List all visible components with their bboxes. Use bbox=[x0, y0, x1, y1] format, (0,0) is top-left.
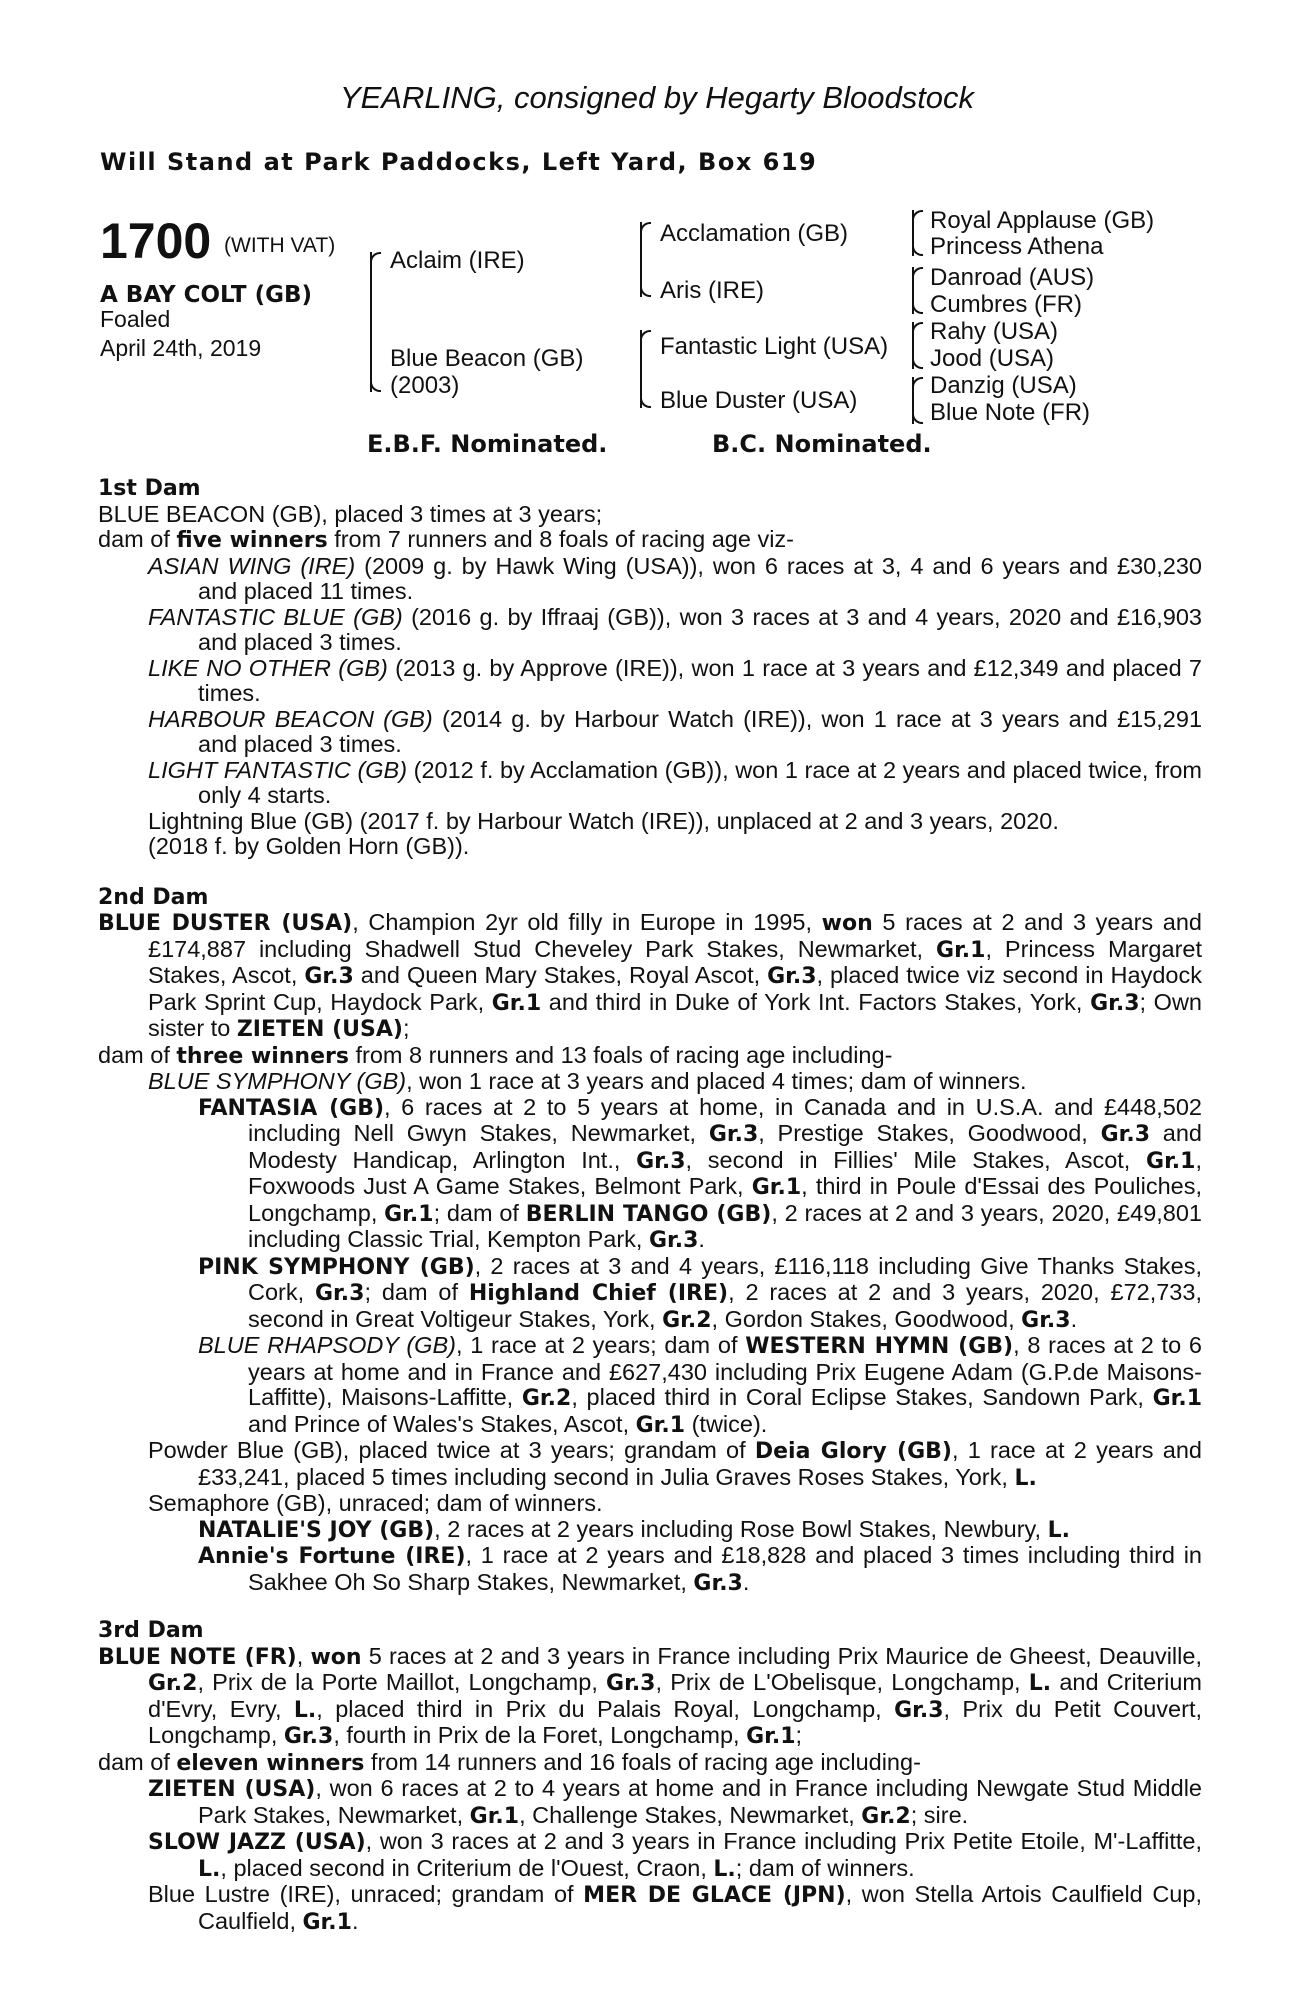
second-dam-grandprogeny: FANTASIA (GB), 6 races at 2 to 5 years at home, in Canada and in U.S.A. and £448,502 including Nell Gwyn Stakes, Newmarket, Gr.3, Prestige Stakes, Goodwood, Gr.3 and Modesty Handicap, Arlington Int., Gr.3, second in Fillies' Mile Stakes, Ascot, Gr.1, Foxwoods Just A Game Stakes, Belmont Park, Gr.1, third in Poule d'Essai des Pouliches, Longchamp, Gr.1; dam of BERLIN TANGO (GB), 2 races at 2 and 3 years, 2020, £49,801 including Classic Trial, Kempton Park, Gr.3. bbox=[198, 1093, 1202, 1253]
stand-location: Will Stand at Park Paddocks, Left Yard, Box 619 bbox=[100, 148, 818, 176]
pedigree-sire: Aclaim (IRE) bbox=[390, 247, 525, 274]
third-dam-record: BLUE NOTE (FR), won 5 races at 2 and 3 years in France including Prix Maurice de Gheest, Deauville, Gr.2, Prix de la Porte Maillot, Longchamp, Gr.3, Prix de L'Obelisque, Longchamp, L. and Criterium d'Evry, Evry, L., placed third in Prix du Palais Royal, Longchamp, Gr.3, Prix du Petit Couvert, Longchamp, Gr.3, fourth in Prix de la Foret, Longchamp, Gr.1; bbox=[98, 1642, 1203, 1749]
second-dam-record: BLUE DUSTER (USA), Champion 2yr old filly in Europe in 1995, won 5 races at 2 and 3 years and £174,887 including Shadwell Stud Cheveley Park Stakes, Newmarket, Gr.1, Princess Margaret Stakes, Ascot, Gr.3 and Queen Mary Stakes, Royal Ascot, Gr.3, placed twice viz second in Haydock Park Sprint Cup, Haydock Park, Gr.1 and third in Duke of York Int. Factors Stakes, York, Gr.3; Own sister to ZIETEN (USA); bbox=[98, 909, 1203, 1042]
foaled-label: Foaled bbox=[100, 306, 171, 332]
first-dam-progeny: (2018 f. by Golden Horn (GB)). bbox=[148, 833, 470, 859]
first-dam-progeny: ASIAN WING (IRE) (2009 g. by Hawk Wing (USA)), won 6 races at 3, 4 and 6 years and £30,230 and placed 11 times. bbox=[148, 552, 1202, 604]
pedigree-g2: Princess Athena bbox=[930, 233, 1104, 260]
second-dam-grandprogeny: NATALIE'S JOY (GB), 2 races at 2 years including Rose Bowl Stakes, Newbury, L. bbox=[198, 1515, 1071, 1543]
first-dam-intro: BLUE BEACON (GB), placed 3 times at 3 years; bbox=[98, 500, 603, 527]
page-title: YEARLING, consigned by Hegarty Bloodstock bbox=[339, 80, 975, 115]
pedigree-g7: Danzig (USA) bbox=[930, 372, 1077, 399]
catalogue-body bbox=[98, 476, 1202, 1935]
second-dam-grandprogeny: Annie's Fortune (IRE), 1 race at 2 years and £18,828 and placed 3 times including third in Sakhee Oh So Sharp Stakes, Newmarket, Gr.3. bbox=[198, 1542, 1203, 1596]
pedigree-brace-4 bbox=[912, 210, 914, 256]
pedigree-g6: Jood (USA) bbox=[930, 345, 1055, 372]
pedigree-g4: Cumbres (FR) bbox=[930, 291, 1083, 318]
second-dam-dam-of: dam of three winners from 8 runners and 13 foals of racing age including- bbox=[98, 1041, 893, 1069]
foaled-date: April 24th, 2019 bbox=[100, 335, 262, 361]
third-dam-progeny: SLOW JAZZ (USA), won 3 races at 2 and 3 years in France including Prix Petite Etoile, M'-Laffitte, L., placed second in Criterium de l'Ouest, Craon, L.; dam of winners. bbox=[148, 1828, 1202, 1882]
vat-note: (WITH VAT) bbox=[224, 234, 336, 257]
pedigree-brace-6 bbox=[912, 322, 914, 369]
pedigree-sire-dam: Aris (IRE) bbox=[660, 277, 764, 304]
pedigree-dam-dam: Blue Duster (USA) bbox=[660, 387, 858, 414]
pedigree-g3: Danroad (AUS) bbox=[930, 264, 1095, 291]
second-dam-grandprogeny: PINK SYMPHONY (GB), 2 races at 3 and 4 years, £116,118 including Give Thanks Stakes, Cork, Gr.3; dam of Highland Chief (IRE), 2 races at 2 and 3 years, 2020, £72,733, second in Great Voltigeur Stakes, York, Gr.2, Gordon Stakes, Goodwood, Gr.3. bbox=[198, 1252, 1202, 1333]
pedigree-sire-sire: Acclamation (GB) bbox=[660, 220, 849, 247]
second-dam-progeny: Semaphore (GB), unraced; dam of winners. bbox=[148, 1490, 603, 1516]
first-dam-dam-of: dam of five winners from 7 runners and 8 foals of racing age viz- bbox=[98, 526, 794, 553]
first-dam-progeny: LIGHT FANTASTIC (GB) (2012 f. by Acclamation (GB)), won 1 race at 2 years and placed twice, from only 4 starts. bbox=[148, 756, 1202, 808]
first-dam-progeny: FANTASTIC BLUE (GB) (2016 g. by Iffraaj (GB)), won 3 races at 3 and 4 years, 2020 and £16,903 and placed 3 times. bbox=[148, 603, 1202, 655]
third-dam-progeny: ZIETEN (USA), won 6 races at 2 to 4 years at home and in France including Newgate Stud Middle Park Stakes, Newmarket, Gr.1, Challenge Stakes, Newmarket, Gr.2; sire. bbox=[148, 1775, 1202, 1829]
lot-number: 1700 bbox=[100, 213, 212, 269]
pedigree-brace-7 bbox=[912, 377, 914, 424]
third-dam-progeny: Blue Lustre (IRE), unraced; grandam of MER DE GLACE (JPN), won Stella Artois Caulfield Cup, Caulfield, Gr.1. bbox=[148, 1881, 1202, 1935]
pedigree-dam: Blue Beacon (GB) bbox=[390, 345, 584, 372]
pedigree-dam-year: (2003) bbox=[390, 372, 460, 399]
pedigree-brace-2 bbox=[640, 222, 642, 297]
second-dam-heading: 2nd Dam bbox=[98, 884, 209, 910]
third-dam-heading: 3rd Dam bbox=[98, 1618, 204, 1643]
bc-nominated: B.C. Nominated. bbox=[712, 430, 932, 458]
second-dam-grandprogeny: BLUE RHAPSODY (GB), 1 race at 2 years; dam of WESTERN HYMN (GB), 8 races at 2 to 6 years at home and in France and £627,430 including Prix Eugene Adam (G.P.de Maisons-Laffitte), Maisons-Laffitte, Gr.2, placed third in Coral Eclipse Stakes, Sandown Park, Gr.1 and Prince of Wales's Stakes, Ascot, Gr.1 (twice). bbox=[198, 1332, 1203, 1438]
pedigree-g1: Royal Applause (GB) bbox=[930, 207, 1155, 234]
second-dam-progeny: Powder Blue (GB), placed twice at 3 years; grandam of Deia Glory (GB), 1 race at 2 years and £33,241, placed 5 times including second in Julia Graves Roses Stakes, York, L. bbox=[148, 1437, 1202, 1491]
pedigree-brace-1 bbox=[370, 252, 372, 392]
first-dam-progeny: Lightning Blue (GB) (2017 f. by Harbour Watch (IRE)), unplaced at 2 and 3 years, 2020. bbox=[148, 807, 1059, 834]
first-dam-heading: 1st Dam bbox=[98, 476, 201, 501]
first-dam-progeny: LIKE NO OTHER (GB) (2013 g. by Approve (IRE)), won 1 race at 3 years and £12,349 and placed 7 times. bbox=[148, 654, 1202, 706]
pedigree-brace-5 bbox=[912, 267, 914, 314]
third-dam-dam-of: dam of eleven winners from 14 runners and 16 foals of racing age including- bbox=[98, 1748, 921, 1776]
second-dam-progeny: BLUE SYMPHONY (GB), won 1 race at 3 years and placed 4 times; dam of winners. bbox=[148, 1068, 1027, 1094]
foaled-info bbox=[100, 305, 261, 363]
ebf-nominated: E.B.F. Nominated. bbox=[367, 430, 608, 458]
pedigree-g8: Blue Note (FR) bbox=[930, 399, 1091, 426]
pedigree-brace-3 bbox=[640, 330, 642, 408]
pedigree-dam-sire: Fantastic Light (USA) bbox=[660, 333, 889, 360]
pedigree-g5: Rahy (USA) bbox=[930, 318, 1059, 345]
first-dam-progeny: HARBOUR BEACON (GB) (2014 g. by Harbour Watch (IRE)), won 1 race at 3 years and £15,291 and placed 3 times. bbox=[148, 705, 1203, 757]
lot-description: A BAY COLT (GB) bbox=[100, 282, 313, 308]
